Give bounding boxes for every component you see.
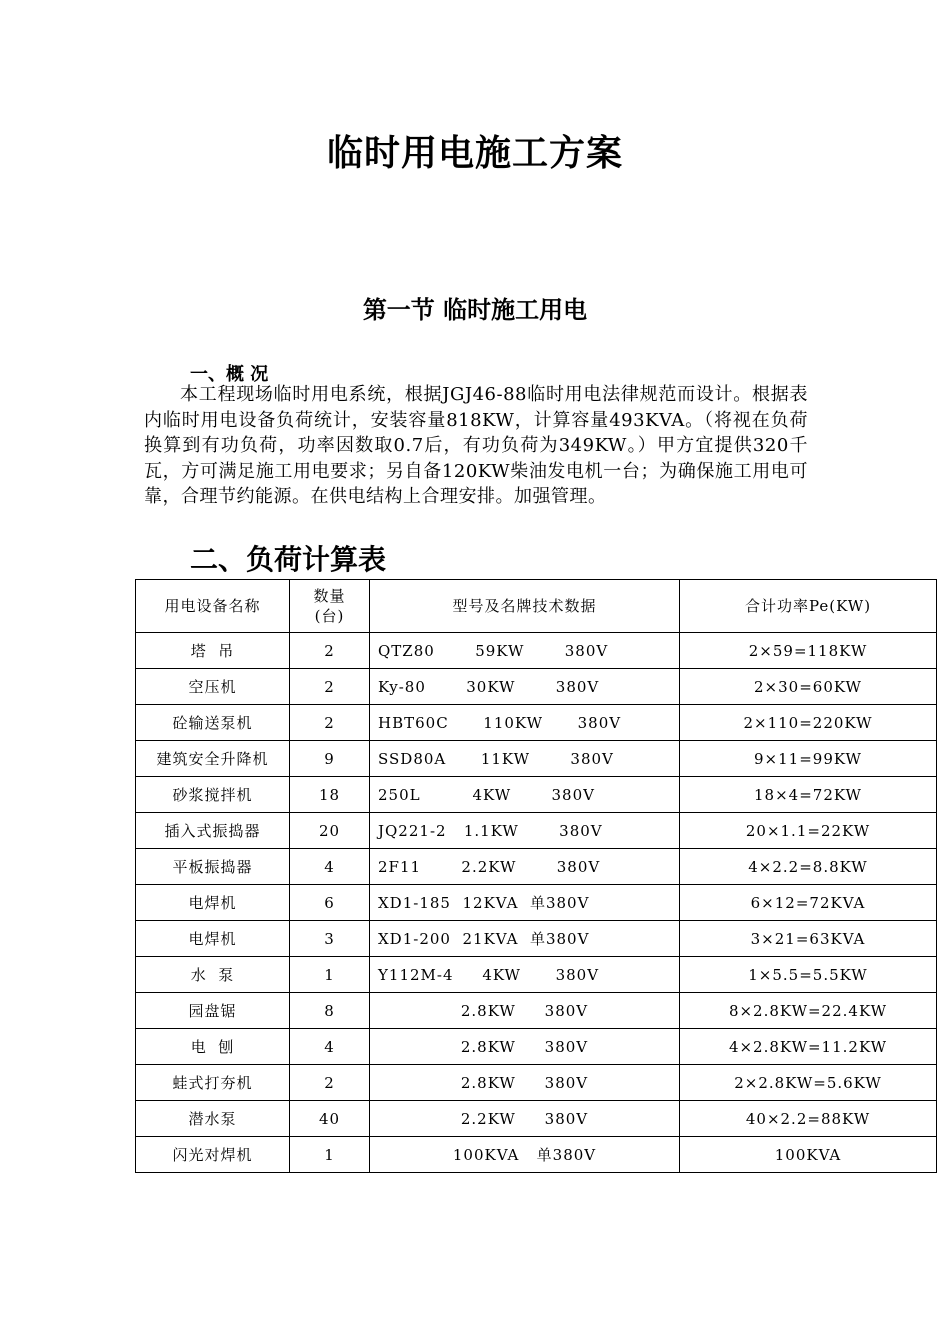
equipment-name: 闪光对焊机 (136, 1137, 290, 1173)
table-row (136, 1065, 937, 1101)
equipment-spec: 2.8KW 380V (370, 1065, 680, 1101)
table-row (136, 777, 937, 813)
equipment-power: 18×4=72KW (680, 777, 937, 813)
equipment-spec: 250L 4KW 380V (370, 777, 680, 813)
equipment-power: 3×21=63KVA (680, 921, 937, 957)
section-title: 第一节 临时施工用电 (362, 295, 588, 324)
equipment-name: 插入式振捣器 (136, 813, 290, 849)
load-calculation-table (135, 579, 937, 1173)
equipment-spec: SSD80A 11KW 380V (370, 741, 680, 777)
table-row (136, 741, 937, 777)
equipment-name: 塔 吊 (136, 633, 290, 669)
equipment-power: 40×2.2=88KW (680, 1101, 937, 1137)
table-row (136, 885, 937, 921)
document-title: 临时用电施工方案 (326, 133, 623, 174)
equipment-qty: 1 (290, 957, 370, 993)
equipment-qty: 2 (290, 633, 370, 669)
equipment-spec: 2.8KW 380V (370, 993, 680, 1029)
equipment-power: 6×12=72KVA (680, 885, 937, 921)
equipment-power: 100KVA (680, 1137, 937, 1173)
equipment-power: 4×2.8KW=11.2KW (680, 1029, 937, 1065)
equipment-name: 园盘锯 (136, 993, 290, 1029)
equipment-qty: 18 (290, 777, 370, 813)
header-equipment-name: 用电设备名称 (136, 580, 290, 633)
table-row (136, 1137, 937, 1173)
equipment-power: 2×110=220KW (680, 705, 937, 741)
equipment-qty: 6 (290, 885, 370, 921)
equipment-spec: 2.8KW 380V (370, 1029, 680, 1065)
table-row (136, 993, 937, 1029)
equipment-spec: Y112M-4 4KW 380V (370, 957, 680, 993)
table-row (136, 921, 937, 957)
header-spec: 型号及名牌技术数据 (370, 580, 680, 633)
equipment-qty: 1 (290, 1137, 370, 1173)
table-row (136, 849, 937, 885)
equipment-name: 平板振捣器 (136, 849, 290, 885)
equipment-name: 蛙式打夯机 (136, 1065, 290, 1101)
equipment-name: 空压机 (136, 669, 290, 705)
equipment-spec: QTZ80 59KW 380V (370, 633, 680, 669)
equipment-spec: 2.2KW 380V (370, 1101, 680, 1137)
table-header-row (136, 580, 937, 633)
equipment-power: 4×2.2=8.8KW (680, 849, 937, 885)
equipment-spec: XD1-185 12KVA 单380V (370, 885, 680, 921)
equipment-qty: 9 (290, 741, 370, 777)
equipment-qty: 20 (290, 813, 370, 849)
equipment-power: 2×2.8KW=5.6KW (680, 1065, 937, 1101)
equipment-spec: JQ221-2 1.1KW 380V (370, 813, 680, 849)
equipment-name: 砼输送泵机 (136, 705, 290, 741)
equipment-power: 20×1.1=22KW (680, 813, 937, 849)
equipment-qty: 4 (290, 1029, 370, 1065)
equipment-spec: Ky-80 30KW 380V (370, 669, 680, 705)
table-row (136, 813, 937, 849)
equipment-qty: 8 (290, 993, 370, 1029)
overview-paragraph: 本工程现场临时用电系统，根据JGJ46-88临时用电法律规范而设计。根据表内临时用电设备负荷统计，安装容量818KW，计算容量493KVA。（将视在负荷换算到有功负荷，功率因数取0.7后，有功负荷为349KW。）甲方宜提供320千瓦，方可满足施工用电要求；另自备120KW柴油发电机一台；为确保施工用电可靠，合理节约能源。在供电结构上合理安排。加强管理。 (144, 384, 808, 507)
equipment-spec: 2F11 2.2KW 380V (370, 849, 680, 885)
equipment-name: 电焊机 (136, 885, 290, 921)
equipment-name: 潜水泵 (136, 1101, 290, 1137)
equipment-name: 电 刨 (136, 1029, 290, 1065)
equipment-spec: XD1-200 21KVA 单380V (370, 921, 680, 957)
equipment-qty: 3 (290, 921, 370, 957)
equipment-name: 建筑安全升降机 (136, 741, 290, 777)
table-row (136, 1101, 937, 1137)
equipment-name: 水 泵 (136, 957, 290, 993)
equipment-power: 8×2.8KW=22.4KW (680, 993, 937, 1029)
equipment-power: 9×11=99KW (680, 741, 937, 777)
equipment-qty: 40 (290, 1101, 370, 1137)
table-row (136, 669, 937, 705)
load-table-heading: 二、负荷计算表 (190, 543, 387, 576)
equipment-qty: 4 (290, 849, 370, 885)
equipment-qty: 2 (290, 705, 370, 741)
overview-heading: 一、概 况 (190, 364, 269, 385)
table-row (136, 633, 937, 669)
equipment-spec: 100KVA 单380V (370, 1137, 680, 1173)
equipment-power: 2×59=118KW (680, 633, 937, 669)
equipment-spec: HBT60C 110KW 380V (370, 705, 680, 741)
table-row (136, 1029, 937, 1065)
equipment-power: 2×30=60KW (680, 669, 937, 705)
equipment-qty: 2 (290, 1065, 370, 1101)
table-row (136, 957, 937, 993)
equipment-qty: 2 (290, 669, 370, 705)
header-quantity: 数量 (台) (290, 580, 370, 633)
equipment-name: 电焊机 (136, 921, 290, 957)
equipment-power: 1×5.5=5.5KW (680, 957, 937, 993)
table-row (136, 705, 937, 741)
header-total-power: 合计功率Pe(KW) (680, 580, 937, 633)
equipment-name: 砂浆搅拌机 (136, 777, 290, 813)
